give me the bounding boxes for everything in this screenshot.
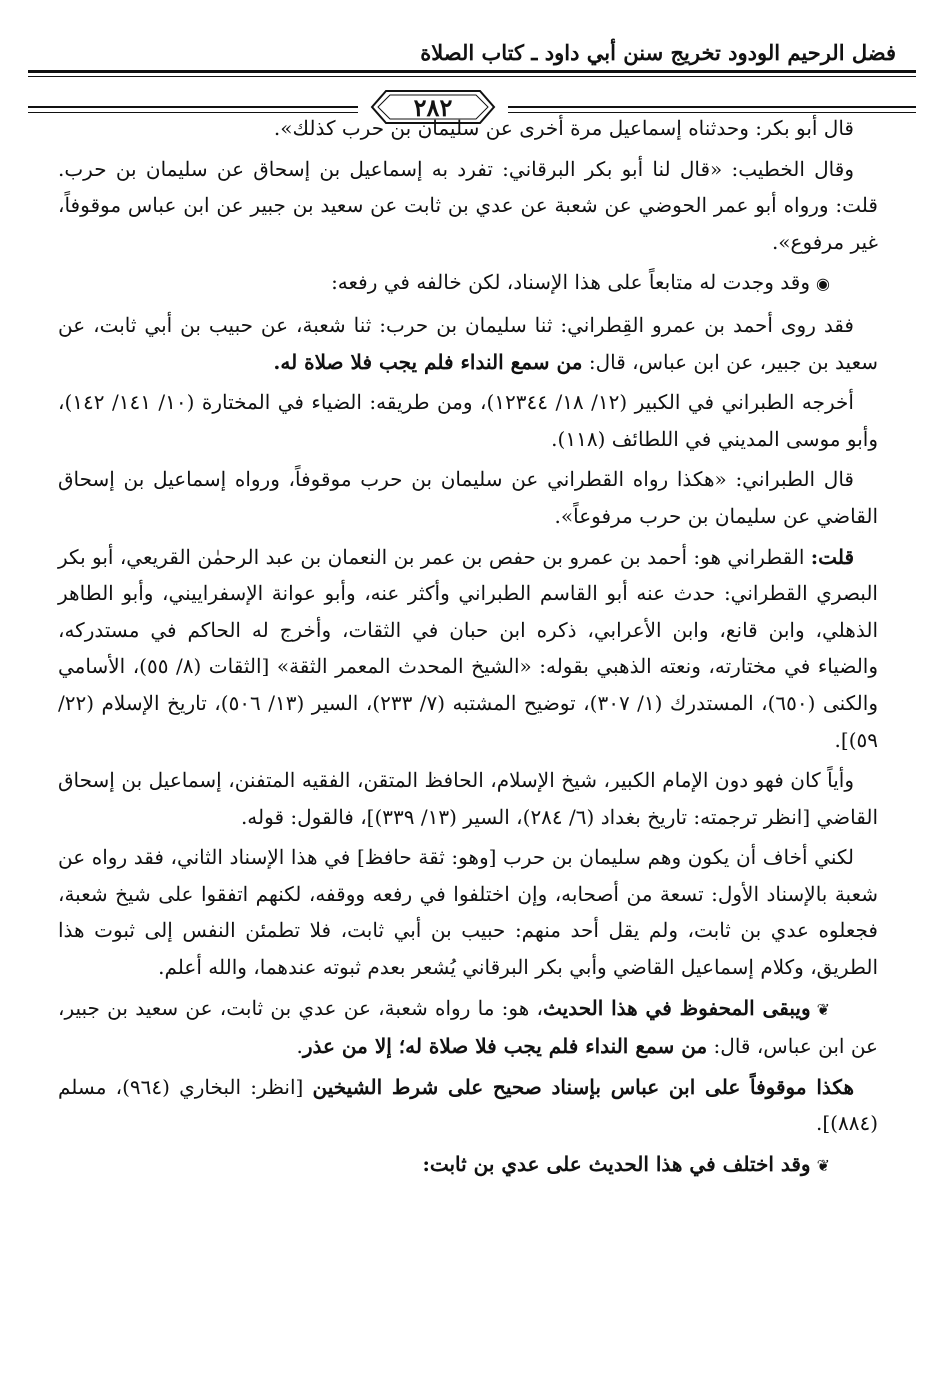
- ornament-rule-right: [508, 106, 916, 108]
- paragraph: أخرجه الطبراني في الكبير (١٢/ ١٨/ ١٢٣٤٤)، ومن طريقه: الضياء في المختارة (١٠/ ١٤١/ ١٤٢)، وأبو موسى المديني في اللطائف (١١٨).: [58, 390, 878, 451]
- paragraph: قلت: القطراني هو: أحمد بن عمرو بن حفص بن عمر بن النعمان بن عبد الرحمٰن القريعي، أبو بكر البصري القطراني: حدث عنه أبو القاسم الطبراني وأكثر عنه، وأبو عوانة الإسفراييني، وأبو الطاهر الذهلي، وابن قانع، وابن الأعرابي، ذكره ابن حبان في الثقات، وأخرج له الحاكم في مستدركه، والضياء في مختارته، ونعته الذهبي بقوله: «الشيخ المحدث المعمر الثقة» [الثقات (٨/ ٥٥)، الأسامي والكنى (٦٥٠)، المستدرك (١/ ٣٠٧)، توضيح المشتبه (٧/ ٢٣٣)، السير (١٣/ ٥٠٦)، تاريخ الإسلام (٢٢/ ٥٩)].: [58, 544, 879, 752]
- paragraph: هكذا موقوفاً على ابن عباس بإسناد صحيح على شرط الشيخين [انظر: البخاري (٩٦٤)، مسلم (٨٨٤)].: [58, 1074, 878, 1136]
- paragraph: ❦ويبقى المحفوظ في هذا الحديث، هو: ما رواه شعبة، عن عدي بن ثابت، عن سعيد بن جبير، عن ابن عباس، قال: من سمع النداء فلم يجب فلا صلاة له؛ إلا من عذر.: [58, 990, 878, 1065]
- leaf-icon: ❦: [816, 999, 831, 1019]
- paragraph: ◉وقد وجدت له متابعاً على هذا الإسناد، لكن خالفه في رفعه:: [58, 264, 878, 303]
- paragraph: فقد روى أحمد بن عمرو القِطراني: ثنا سليمان بن حرب: ثنا شعبة، عن حبيب بن أبي ثابت، عن سعيد بن جبير، عن ابن عباس، قال: من سمع النداء فلم يجب فلا صلاة له.: [58, 312, 878, 374]
- header-rule-thin: [28, 76, 916, 77]
- header-rule: [28, 70, 916, 73]
- leaf-icon: ❦: [816, 1156, 830, 1176]
- ornament-rule-left: [28, 106, 358, 108]
- main-text: [58, 110, 878, 1189]
- paragraph: قال الطبراني: «هكذا رواه القطراني عن سليمان بن حرب موقوفاً، ورواه إسماعيل بن إسحاق القاضي عن سليمان بن حرب مرفوعاً».: [58, 467, 878, 528]
- page-header: [28, 30, 916, 122]
- paragraph: وأياً كان فهو دون الإمام الكبير، شيخ الإسلام، الحافظ المتقن، الفقيه المتفنن، إسماعيل بن إسحاق القاضي [انظر ترجمته: تاريخ بغداد (٦/ ٢٨٤)، السير (١٣/ ٣٣٩)]، فالقول: قوله.: [58, 768, 878, 829]
- paragraph: ❦وقد اختلف في هذا الحديث على عدي بن ثابت:: [58, 1146, 878, 1185]
- page-number: ٢٨٢: [413, 92, 453, 122]
- running-title: فضل الرحيم الودود تخريج سنن أبي داود ـ كتاب الصلاة: [420, 40, 896, 65]
- paragraph: قال أبو بكر: وحدثناه إسماعيل مرة أخرى عن سليمان بن حرب كذلك».: [273, 116, 854, 140]
- paragraph: لكني أخاف أن يكون وهم سليمان بن حرب [وهو: ثقة حافظ] في هذا الإسناد الثاني، فقد رواه عن شعبة بالإسناد الأول: تسعة من أصحابه، وإن اختلفوا في رفعه ووقفه، لكنهم اتفقوا على شيخ شعبة، فجعلوه عدي بن ثابت، ولم يقل أحد منهم: حبيب بن أبي ثابت، فلا تطمئن النفس إلى ثبوت هذا الطريق، وكلام إسماعيل القاضي وأبي بكر البرقاني يُشعر بعدم ثبوته عندهما، والله أعلم.: [58, 845, 878, 980]
- bullet-icon: ◉: [816, 274, 830, 294]
- paragraph: وقال الخطيب: «قال لنا أبو بكر البرقاني: تفرد به إسماعيل بن إسحاق عن سليمان بن حرب. قلت: ورواه أبو عمر الحوضي عن شعبة عن عدي بن ثابت عن سعيد بن جبير عن ابن عباس موقوفاً، غير مرفوع».: [58, 156, 878, 254]
